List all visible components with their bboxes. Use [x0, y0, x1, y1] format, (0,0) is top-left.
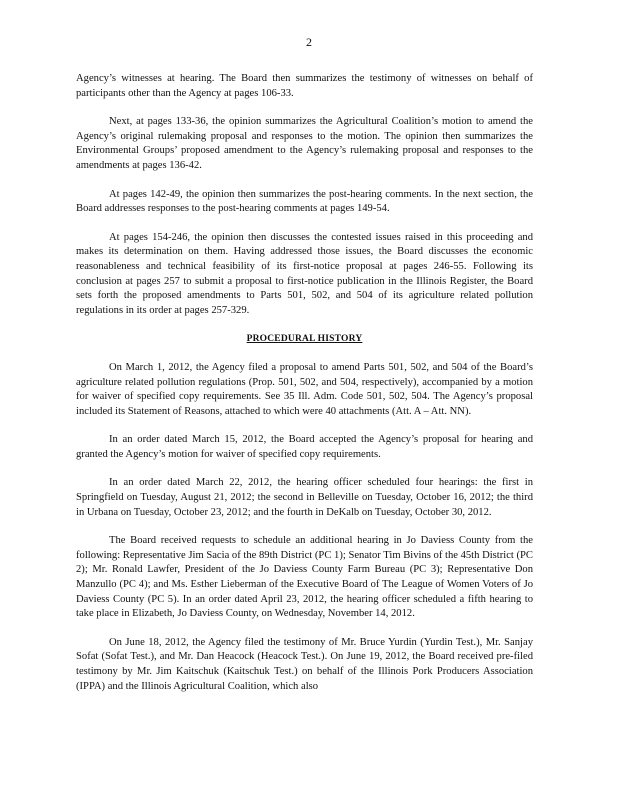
paragraph-coalition-motion: Next, at pages 133-36, the opinion summarizes the Agricultural Coalition’s motion to amend the Agency’s original rulemaking proposal and responses to the motion. The opinion then summarizes the Environmental Groups’ proposed amendment to the Agency’s rulemaking proposal and responses to the amendments at pages 136-42. — [76, 116, 533, 171]
paragraph-contested-issues: At pages 154-246, the opinion then discusses the contested issues raised in this proceeding and makes its determination on them. Having addressed those issues, the Board discusses the economic reasonableness and technical feasibility of its first-notice proposal at pages 246-55. Following its conclusion at pages 257 to submit a proposal to first-notice publication in the Illinois Register, the Board sets forth the proposed amendments to Parts 501, 502, and 504 of its agriculture related pollution regulations in its order at pages 257-329. — [76, 231, 533, 316]
paragraph-jo-daviess-hearing: The Board received requests to schedule an additional hearing in Jo Daviess County from the following: Representative Jim Sacia of the 89th District (PC 1); Senator Tim Bivins of the 45th District (PC 2); Mr. Ronald Lawfer, President of the Jo Daviess County Farm Bureau (PC 3); Representative Don Manzullo (PC 4); and Ms. Esther Lieberman of the Executive Board of The League of Women Voters of Jo Daviess County (PC 5). In an order dated April 23, 2012, the hearing officer scheduled a fifth hearing to take place in Elizabeth, Jo Daviess County, on Wednesday, November 14, 2012. — [76, 535, 533, 620]
paragraph-testimony-filed: On June 18, 2012, the Agency filed the testimony of Mr. Bruce Yurdin (Yurdin Test.), Mr. Sanjay Sofat (Sofat Test.), and Mr. Dan Heacock (Heacock Test.). On June 19, 2012, the Board received pre-filed testimony by Mr. Jim Kaitschuk (Kaitschuk Test.) on behalf of the Illinois Pork Producers Association (IPPA) and the Illinois Agricultural Coalition, which also — [76, 636, 533, 692]
paragraph-post-hearing-comments: At pages 142-49, the opinion then summarizes the post-hearing comments. In the next section, the Board addresses responses to the post-hearing comments at pages 149-54. — [76, 188, 533, 215]
paragraph-witnesses: Agency’s witnesses at hearing. The Board then summarizes the testimony of witnesses on behalf of participants other than the Agency at pages 106-33. — [76, 73, 533, 99]
paragraph-march-15-order: In an order dated March 15, 2012, the Board accepted the Agency’s proposal for hearing and granted the Agency’s motion for waiver of specified copy requirements. — [76, 434, 533, 460]
paragraph-hearings-scheduled: In an order dated March 22, 2012, the hearing officer scheduled four hearings: the first in Springfield on Tuesday, August 21, 2012; the second in Belleville on Tuesday, October 16, 2012; the third in Urbana on Tuesday, October 23, 2012; and the fourth in DeKalb on Tuesday, October 30, 2012. — [76, 477, 533, 518]
paragraph-proposal-filed: On March 1, 2012, the Agency filed a proposal to amend Parts 501, 502, and 504 of the Board’s agriculture related pollution regulations (Prop. 501, 502, and 504, respectively), accompanied by a motion for waiver of specified copy requirements. See 35 Ill. Adm. Code 501, 502, 504. The Agency’s proposal included its Statement of Reasons, attached to which were 40 attachments (Att. A – Att. NN). — [76, 361, 533, 417]
section-heading — [76, 332, 533, 347]
page-number: 2 — [306, 35, 312, 49]
section-heading-text: PROCEDURAL HISTORY — [246, 334, 363, 345]
document-body — [76, 72, 533, 708]
